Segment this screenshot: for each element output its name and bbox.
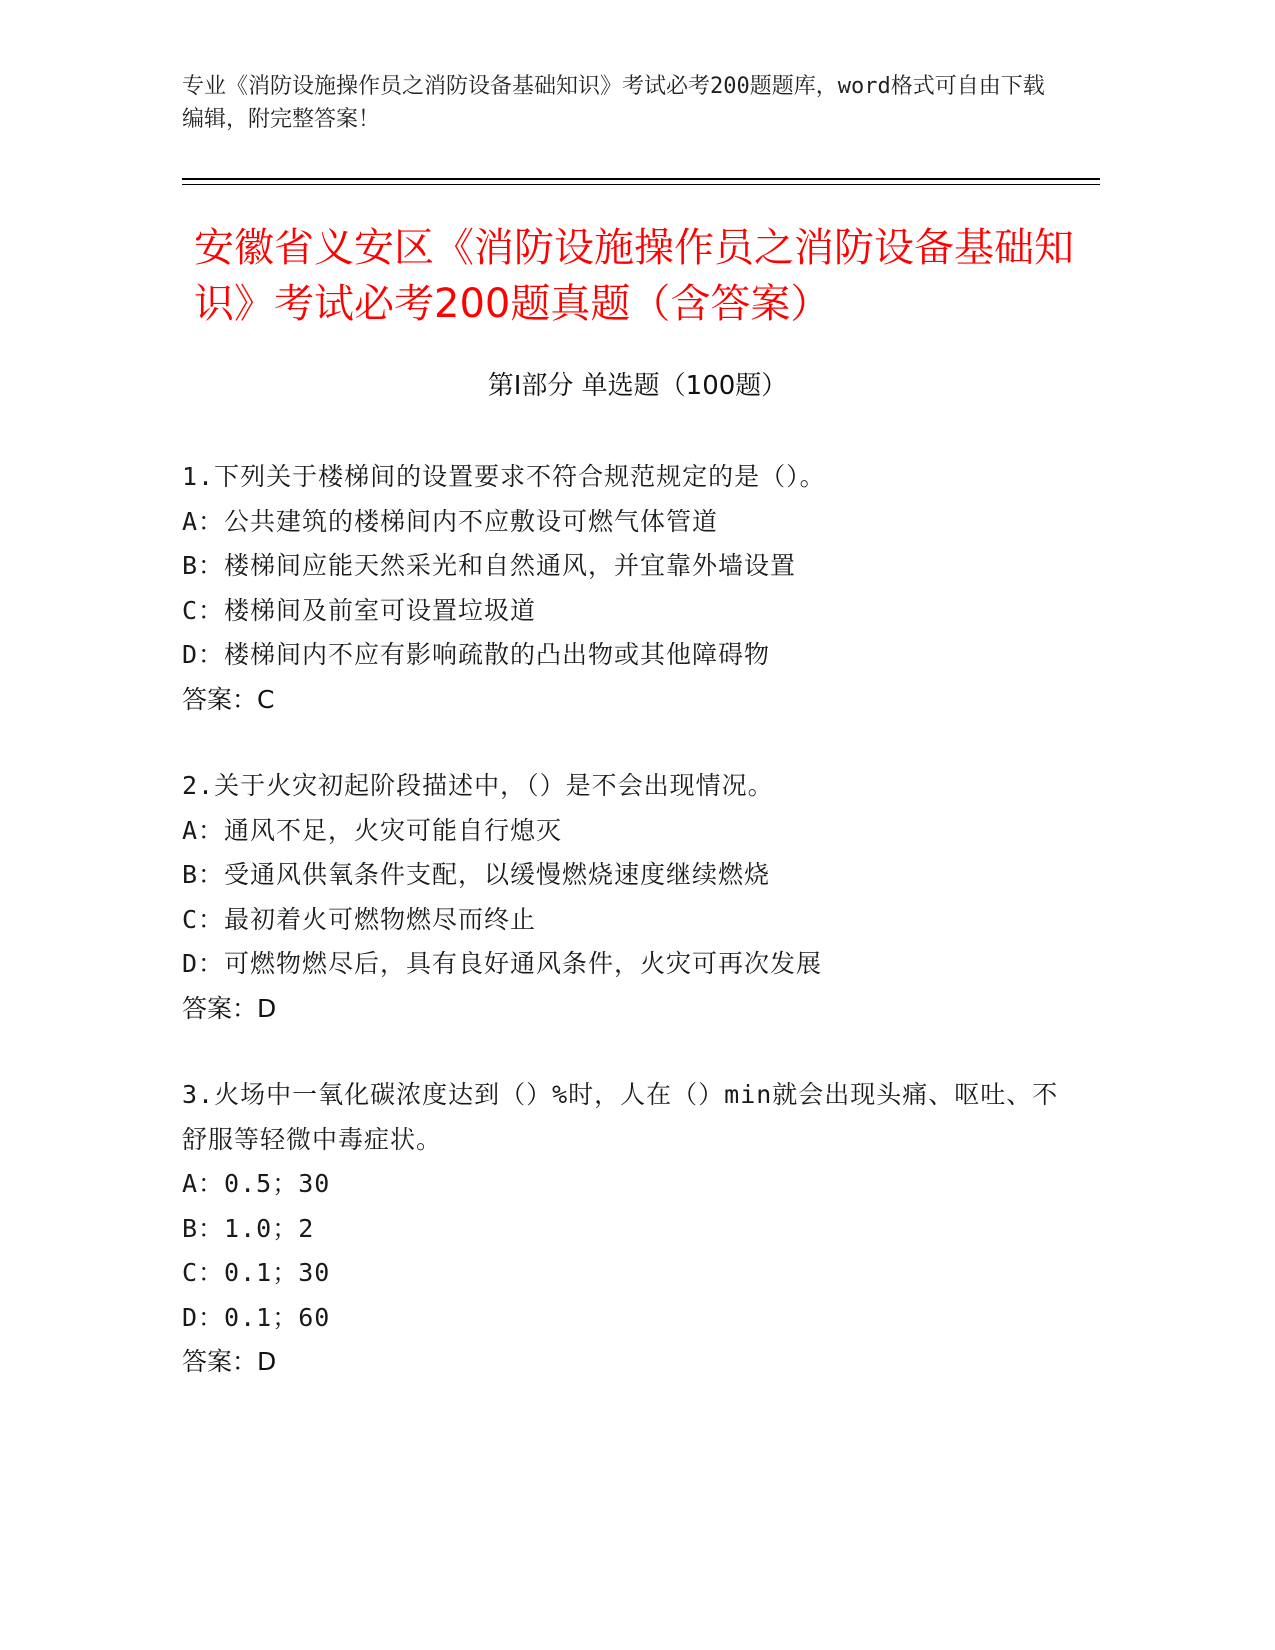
header-divider-thick — [182, 178, 1100, 180]
document-title: 安徽省义安区《消防设施操作员之消防设备基础知识》考试必考200题真题（含答案） — [194, 225, 1074, 327]
question-3 — [182, 1073, 1062, 1385]
option-a: A：公共建筑的楼梯间内不应敷设可燃气体管道 — [182, 506, 719, 536]
question-stem: 1.下列关于楼梯间的设置要求不符合规范规定的是（）。 — [182, 462, 826, 491]
option-c: C：最初着火可燃物燃尽而终止 — [182, 904, 537, 934]
answer: 答案：D — [182, 1347, 277, 1376]
question-stem: 2.关于火灾初起阶段描述中，（）是不会出现情况。 — [182, 771, 774, 800]
answer: 答案：C — [182, 684, 275, 714]
option-a: A：通风不足，火灾可能自行熄灭 — [182, 815, 563, 845]
option-d: D：可燃物燃尽后，具有良好通风条件，火灾可再次发展 — [182, 949, 823, 978]
option-b: B：楼梯间应能天然采光和自然通风，并宜靠外墙设置 — [182, 551, 797, 580]
option-c: C：楼梯间及前室可设置垃圾道 — [182, 595, 537, 625]
question-1 — [182, 455, 1062, 722]
answer: 答案：D — [182, 993, 277, 1023]
header-divider-thin — [182, 184, 1100, 185]
header-note: 专业《消防设施操作员之消防设备基础知识》考试必考200题题库，word格式可自由下载编辑，附完整答案！ — [182, 74, 1045, 132]
option-d: D：0.1；60 — [182, 1302, 331, 1332]
option-a: A：0.5；30 — [182, 1169, 331, 1198]
option-d: D：楼梯间内不应有影响疏散的凸出物或其他障碍物 — [182, 640, 771, 669]
question-2 — [182, 764, 1062, 1031]
section-title: 第I部分 单选题（100题） — [487, 371, 788, 401]
question-stem: 3.火场中一氧化碳浓度达到（）%时，人在（）min就会出现头痛、呕吐、不舒服等轻微中毒症状。 — [182, 1080, 1059, 1154]
question-list — [182, 455, 1062, 1427]
option-b: B：1.0；2 — [182, 1213, 315, 1243]
option-b: B：受通风供氧条件支配，以缓慢燃烧速度继续燃烧 — [182, 860, 771, 889]
option-c: C：0.1；30 — [182, 1258, 331, 1287]
